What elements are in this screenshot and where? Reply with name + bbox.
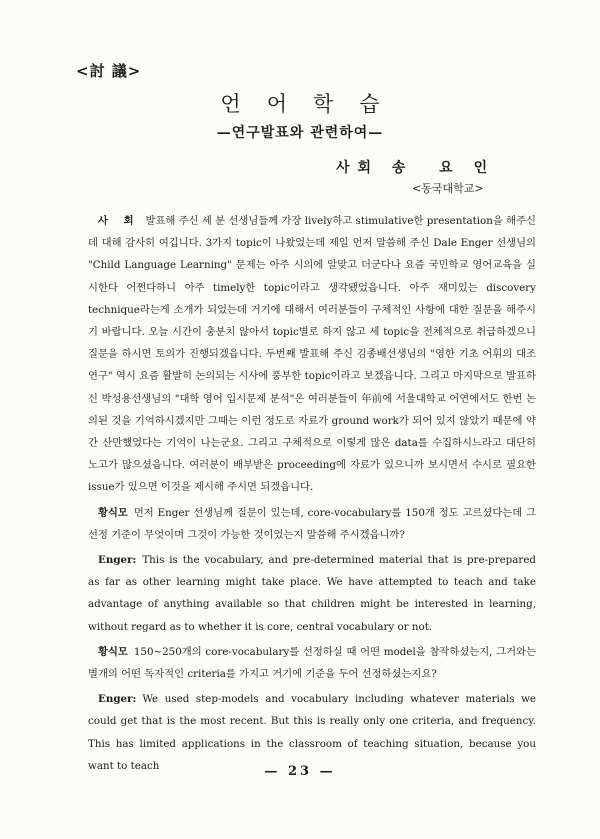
- paragraph-text: 발표해 주신 세 분 선생님들께 가장 lively하고 stimulative한 presentation을 해주신데 대해 감사히 여깁니다. 3가지 topic이 나왔었는데 제일 먼저 말씀해 주신 Dale Enger 선생님의 "Child Language Learning" 문제는 아주 시의에 알맞고 더군다나 요즘 국민학교 영어교육을 실시한다 어쩐다하니 아주 timely한 topic이라고 생각됐었읍니다. 아주 재미있는 discovery technique라는게 소개가 되었는데 거기에 대해서 여러분들이 구체적인 사항에 대한 질문을 해주시기 바랍니다. 오늘 시간이 충분치 않아서 topic별로 하지 않고 세 topic을 전체적으로 취급하겠으니 질문을 하시면 토의가 진행되겠읍니다. 두번째 발표해 주신 김종배선생님의 "영한 기초 어휘의 대조연구" 역시 요즘 활발히 논의되는 시사에 풍부한 topic이라고 보겠읍니다. 그리고 마지막으로 발표하신 박성용선생님의 "대학 영어 입시문제 분석"은 여러분들이 年前에 서울대학교 어연에서도 한번 논의된 것을 기억하시겠지만 그때는 이런 정도로 자료가 ground work가 되어 있지 않았기 때문에 약간 산만했었다는 기억이 나는군요. 그리고 구체적으로 이렇게 많은 data를 수집하시느라고 대단히 노고가 많으셨읍니다. 여러분이 배부받은 proceeding에 자료가 있으니까 보시면서 수시로 필요한 issue가 있으면 이것을 제시해 주시면 되겠읍니다.: [88, 215, 536, 494]
- section-tag: <討 議>: [76, 62, 142, 80]
- paragraph-answer-1: [88, 549, 536, 638]
- speaker-label: 황식모: [98, 645, 128, 658]
- paragraph-question-1: [88, 502, 536, 546]
- paragraph-text: 150~250개의 core-vocabulary를 선정하실 때 어떤 model을 참작하셨는지, 그거와는 별개의 어떤 독자적인 criteria를 가지고 거기에 기준을 두어 선정하셨는지요?: [88, 645, 536, 681]
- moderator-name: 사회 송 요 인: [336, 160, 496, 176]
- speaker-label: Enger:: [98, 693, 137, 706]
- page-subtitle: —연구발표와 관련하여—: [216, 125, 384, 141]
- page-title: 언어학습: [220, 92, 406, 116]
- paragraph-question-2: [88, 641, 536, 685]
- paragraph-text: 먼저 Enger 선생님께 질문이 있는데, core-vocabulary를 150개 정도 고르셨다는데 그 선정 기준이 무엇이며 그것이 가능한 것이었는지 말씀해 주시겠읍니까?: [88, 506, 536, 541]
- speaker-label: 황식모: [98, 506, 128, 519]
- paragraph-moderator: [88, 210, 536, 499]
- paragraph-text: This is the vocabulary, and pre-determined material that is pre-prepared as far as other learning might take place. We have attempted to teach and take advantage of anything available so that children might be interested in learning, without regard as to whether it is core, central vocabulary or not.: [88, 554, 536, 633]
- speaker-label: 사 회: [98, 215, 140, 227]
- paragraph-text: We used step-models and vocabulary including whatever materials we could get that is the most recent. But this is really only one criteria, and frequency. This has limited applications in the classroom of teaching situation, because you want to teach: [88, 693, 536, 772]
- moderator-affiliation: <동국대학교>: [412, 182, 484, 195]
- page-number: — 23 —: [264, 764, 336, 779]
- speaker-label: Enger:: [98, 554, 137, 567]
- discussion-body: [88, 210, 536, 780]
